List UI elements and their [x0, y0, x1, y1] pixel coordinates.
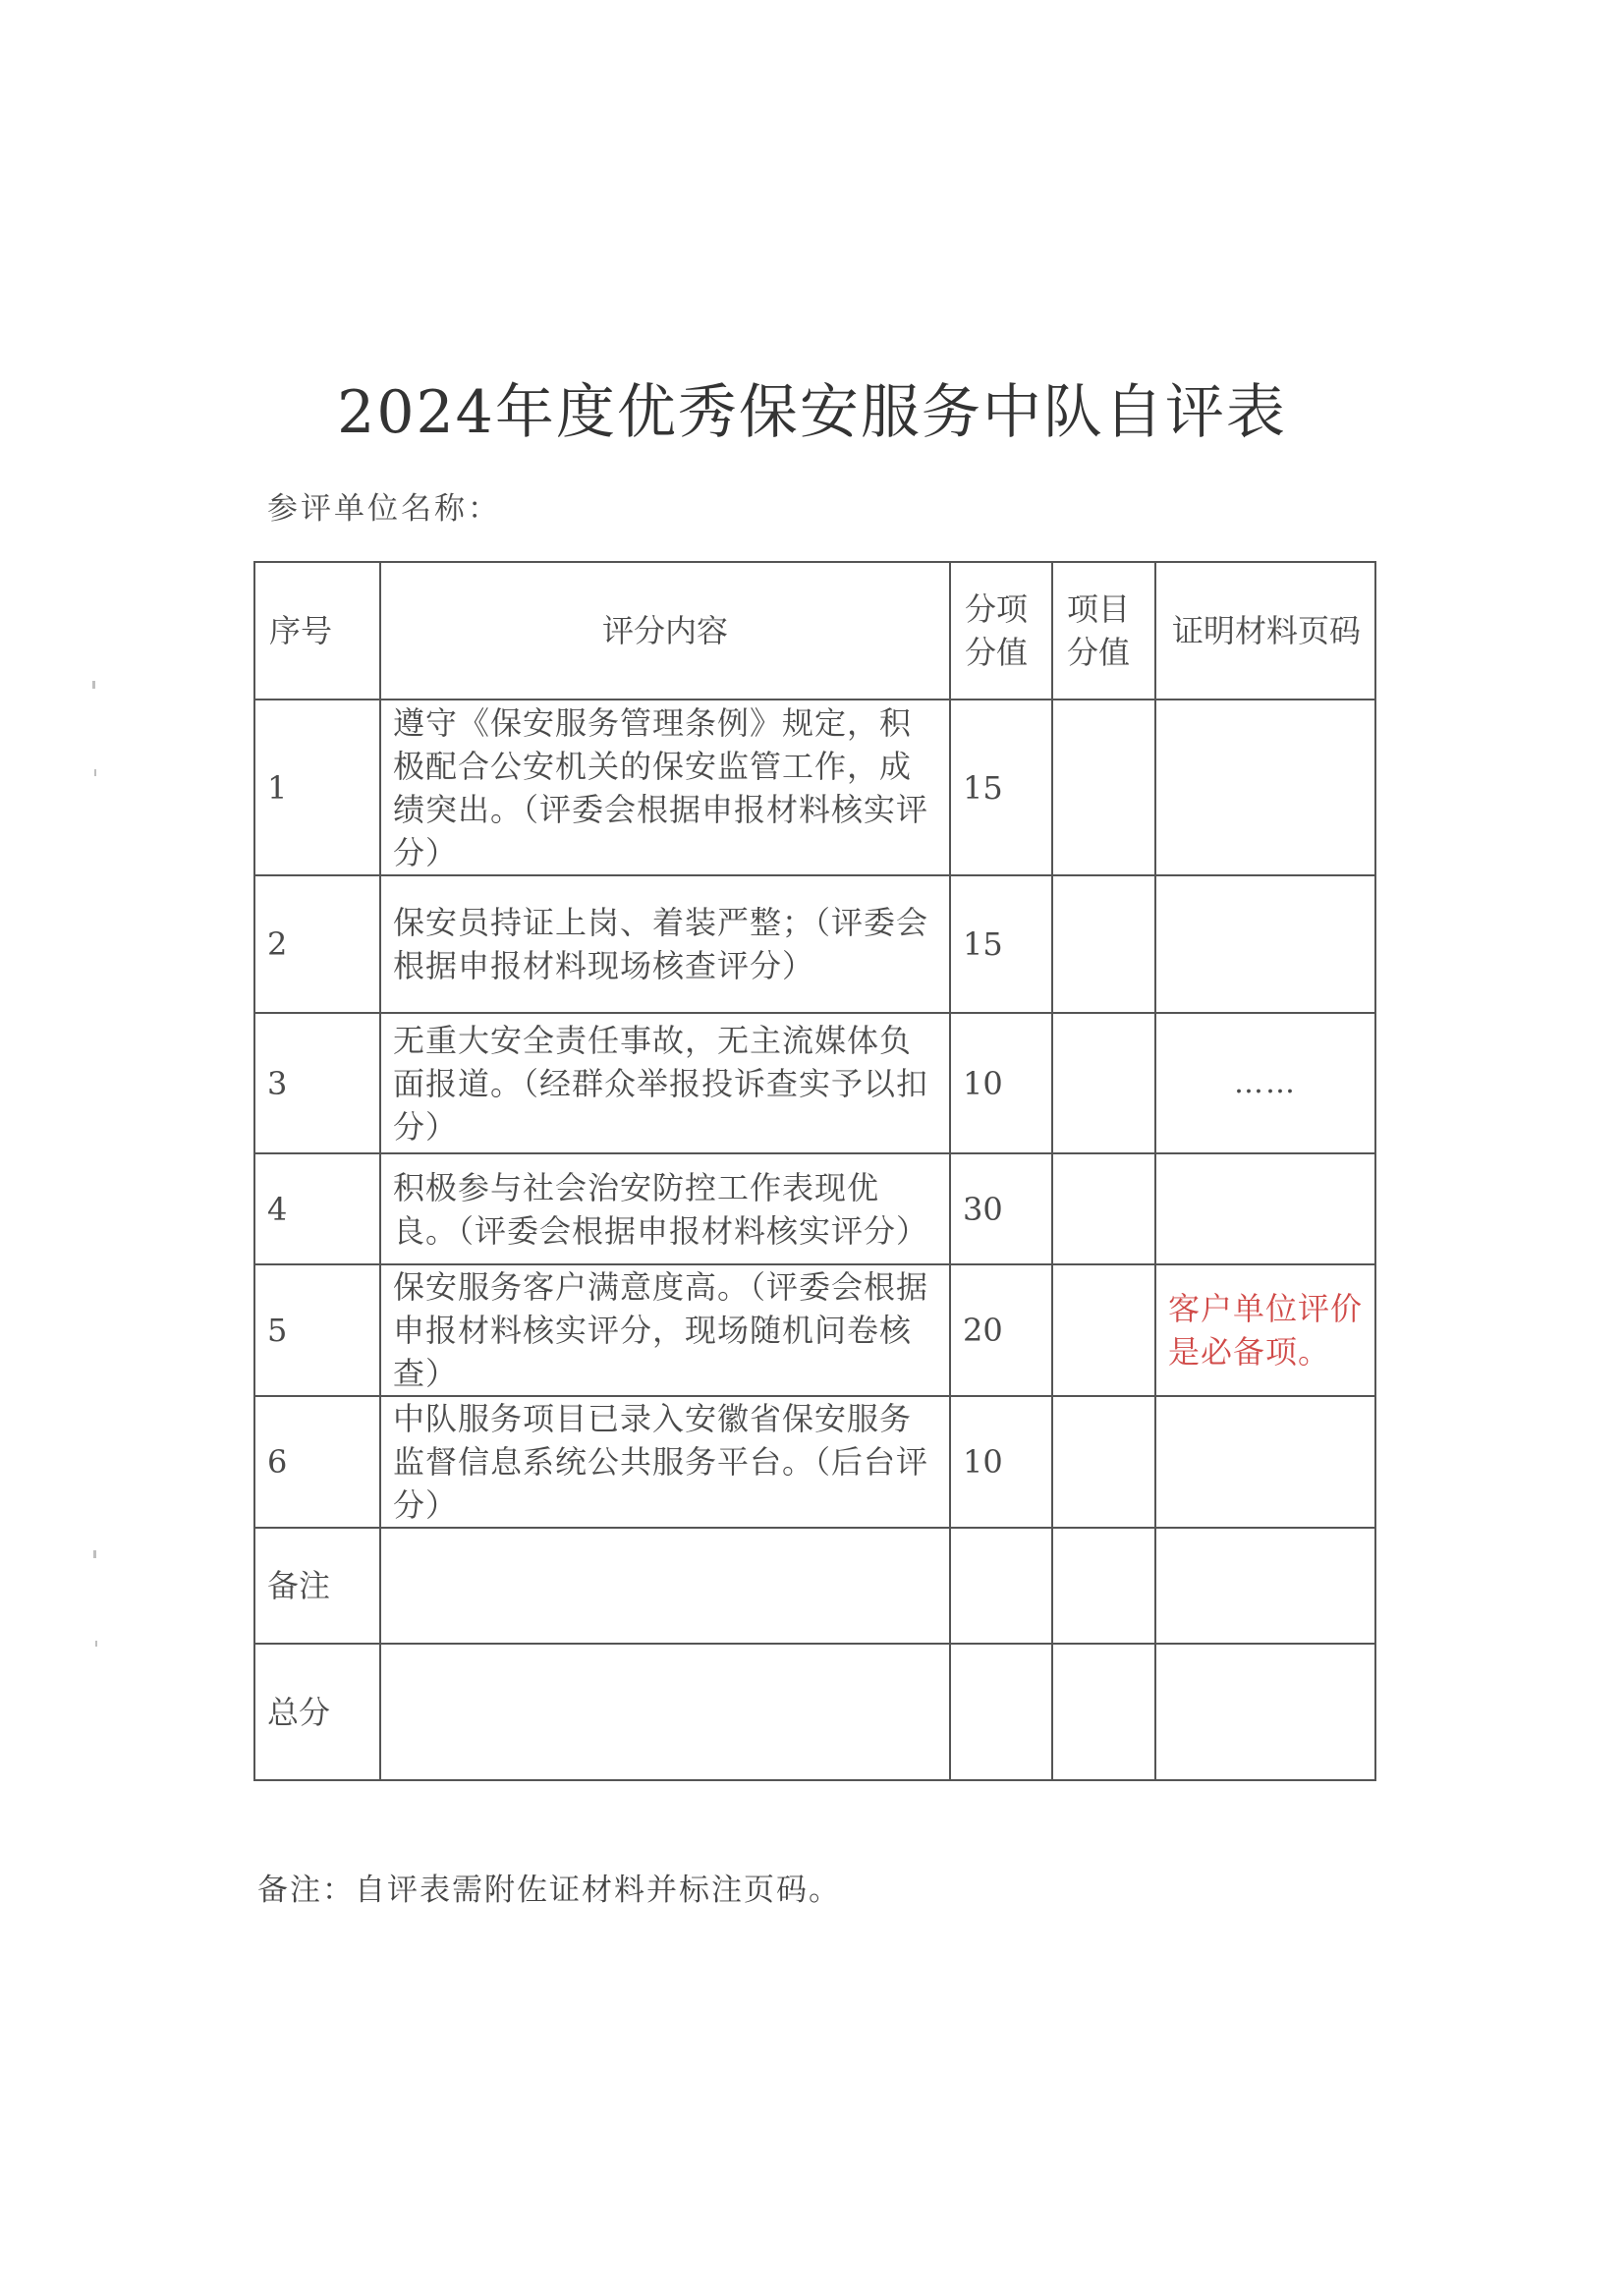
- row-project-score[interactable]: [1052, 700, 1155, 875]
- remarks-proof[interactable]: [1155, 1528, 1375, 1644]
- row-seq: 6: [254, 1396, 380, 1528]
- row-seq: 5: [254, 1264, 380, 1396]
- table-row: [254, 1153, 1375, 1264]
- row-content: 保安员持证上岗、着装严整；（评委会根据申报材料现场核查评分）: [380, 875, 950, 1013]
- table-row: [254, 1264, 1375, 1396]
- table-row: [254, 1013, 1375, 1153]
- row-proof-pages[interactable]: [1155, 1153, 1375, 1264]
- total-project-score[interactable]: [1052, 1644, 1155, 1780]
- row-proof-pages[interactable]: [1155, 700, 1375, 875]
- scan-mark: [92, 681, 95, 689]
- self-evaluation-table: [253, 561, 1376, 1781]
- total-item-score[interactable]: [950, 1644, 1052, 1780]
- row-content: 中队服务项目已录入安徽省保安服务监督信息系统公共服务平台。（后台评分）: [380, 1396, 950, 1528]
- row-seq: 2: [254, 875, 380, 1013]
- row-project-score[interactable]: [1052, 1264, 1155, 1396]
- total-proof[interactable]: [1155, 1644, 1375, 1780]
- header-content: 评分内容: [380, 562, 950, 700]
- row-project-score[interactable]: [1052, 1013, 1155, 1153]
- row-proof-pages[interactable]: ……: [1155, 1013, 1375, 1153]
- header-seq: 序号: [254, 562, 380, 700]
- row-content: 无重大安全责任事故，无主流媒体负面报道。（经群众举报投诉查实予以扣分）: [380, 1013, 950, 1153]
- row-proof-pages[interactable]: [1155, 1396, 1375, 1528]
- row-project-score[interactable]: [1052, 1396, 1155, 1528]
- row-proof-pages[interactable]: [1155, 875, 1375, 1013]
- row-content: 遵守《保安服务管理条例》规定，积极配合公安机关的保安监管工作，成绩突出。（评委会根据申报材料核实评分）: [380, 700, 950, 875]
- row-item-score: 20: [950, 1264, 1052, 1396]
- header-project-score: 项目分值: [1052, 562, 1155, 700]
- row-project-score[interactable]: [1052, 1153, 1155, 1264]
- header-proof-pages: 证明材料页码: [1155, 562, 1375, 700]
- row-item-score: 30: [950, 1153, 1052, 1264]
- remarks-project-score[interactable]: [1052, 1528, 1155, 1644]
- table-row: [254, 700, 1375, 875]
- row-seq: 4: [254, 1153, 380, 1264]
- row-item-score: 15: [950, 875, 1052, 1013]
- total-content[interactable]: [380, 1644, 950, 1780]
- row-project-score[interactable]: [1052, 875, 1155, 1013]
- remarks-row: [254, 1528, 1375, 1644]
- row-content: 保安服务客户满意度高。（评委会根据申报材料核实评分，现场随机问卷核查）: [380, 1264, 950, 1396]
- participating-unit-label: 参评单位名称：: [267, 491, 501, 527]
- header-item-score: 分项分值: [950, 562, 1052, 700]
- table-row: [254, 1396, 1375, 1528]
- row-seq: 3: [254, 1013, 380, 1153]
- remarks-content[interactable]: [380, 1528, 950, 1644]
- scan-mark: [93, 1550, 96, 1558]
- scan-mark: [95, 1641, 97, 1647]
- row-item-score: 10: [950, 1013, 1052, 1153]
- row-seq: 1: [254, 700, 380, 875]
- footnote: 备注：自评表需附佐证材料并标注页码。: [257, 1873, 841, 1908]
- row-proof-pages[interactable]: 客户单位评价是必备项。: [1155, 1264, 1375, 1396]
- row-item-score: 10: [950, 1396, 1052, 1528]
- row-item-score: 15: [950, 700, 1052, 875]
- page-title: 2024年度优秀保安服务中队自评表: [337, 378, 1287, 447]
- total-row: [254, 1644, 1375, 1780]
- scan-mark: [94, 769, 96, 776]
- table-row: [254, 875, 1375, 1013]
- total-label: 总分: [254, 1644, 380, 1780]
- row-content: 积极参与社会治安防控工作表现优良。（评委会根据申报材料核实评分）: [380, 1153, 950, 1264]
- table-header-row: [254, 562, 1375, 700]
- remarks-label: 备注: [254, 1528, 380, 1644]
- remarks-item-score[interactable]: [950, 1528, 1052, 1644]
